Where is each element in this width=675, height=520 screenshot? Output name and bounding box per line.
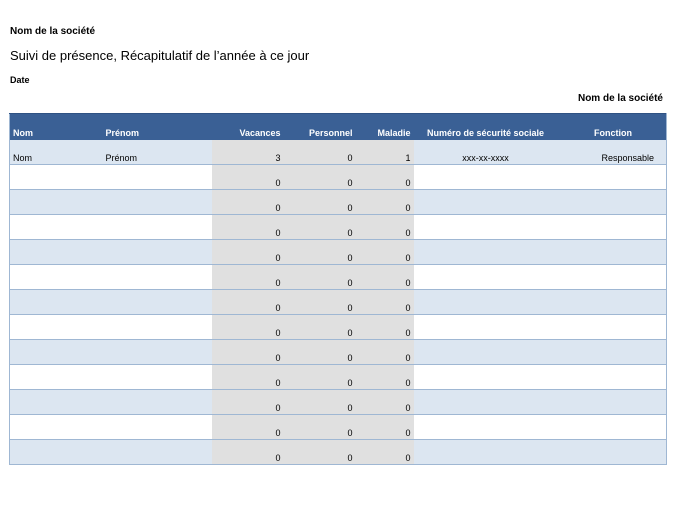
cell-numero-securite-sociale[interactable] (414, 415, 558, 440)
cell-prenom[interactable]: Prénom (106, 140, 212, 165)
cell-vacances[interactable]: 0 (212, 190, 284, 215)
cell-prenom[interactable] (106, 415, 212, 440)
table-row (10, 415, 667, 440)
cell-fonction[interactable]: Responsable (558, 140, 667, 165)
cell-prenom[interactable] (106, 165, 212, 190)
column-header-maladie[interactable]: Maladie (356, 114, 414, 141)
cell-numero-securite-sociale[interactable] (414, 365, 558, 390)
cell-prenom[interactable] (106, 240, 212, 265)
cell-fonction[interactable] (558, 215, 667, 240)
cell-prenom[interactable] (106, 390, 212, 415)
column-header-prenom[interactable]: Prénom (106, 114, 212, 141)
cell-maladie[interactable]: 0 (356, 265, 414, 290)
cell-numero-securite-sociale[interactable] (414, 165, 558, 190)
cell-numero-securite-sociale[interactable]: xxx-xx-xxxx (414, 140, 558, 165)
cell-personnel[interactable]: 0 (284, 315, 356, 340)
cell-maladie[interactable]: 0 (356, 315, 414, 340)
table-row (10, 265, 667, 290)
attendance-table (9, 113, 667, 465)
cell-nom[interactable] (10, 290, 106, 315)
cell-maladie[interactable]: 0 (356, 165, 414, 190)
cell-fonction[interactable] (558, 240, 667, 265)
cell-nom[interactable] (10, 390, 106, 415)
cell-personnel[interactable]: 0 (284, 390, 356, 415)
cell-maladie[interactable]: 0 (356, 340, 414, 365)
table-row (10, 315, 667, 340)
cell-nom[interactable] (10, 240, 106, 265)
cell-nom[interactable] (10, 315, 106, 340)
cell-numero-securite-sociale[interactable] (414, 240, 558, 265)
cell-nom[interactable] (10, 415, 106, 440)
cell-fonction[interactable] (558, 390, 667, 415)
cell-nom[interactable] (10, 365, 106, 390)
cell-vacances[interactable]: 0 (212, 165, 284, 190)
cell-personnel[interactable]: 0 (284, 415, 356, 440)
cell-vacances[interactable]: 0 (212, 340, 284, 365)
cell-prenom[interactable] (106, 440, 212, 465)
cell-vacances[interactable]: 0 (212, 390, 284, 415)
cell-fonction[interactable] (558, 265, 667, 290)
cell-numero-securite-sociale[interactable] (414, 440, 558, 465)
column-header-nom[interactable]: Nom (10, 114, 106, 141)
cell-numero-securite-sociale[interactable] (414, 215, 558, 240)
company-name-right: Nom de la société (577, 93, 663, 104)
cell-fonction[interactable] (558, 190, 667, 215)
cell-personnel[interactable]: 0 (284, 140, 356, 165)
column-header-personnel[interactable]: Personnel (284, 114, 356, 141)
cell-numero-securite-sociale[interactable] (414, 265, 558, 290)
cell-vacances[interactable]: 0 (212, 440, 284, 465)
column-header-fonction[interactable]: Fonction (558, 114, 667, 141)
cell-prenom[interactable] (106, 190, 212, 215)
cell-maladie[interactable]: 0 (356, 390, 414, 415)
cell-nom[interactable] (10, 340, 106, 365)
date-label: Date (10, 75, 30, 85)
cell-personnel[interactable]: 0 (284, 440, 356, 465)
cell-prenom[interactable] (106, 265, 212, 290)
company-name: Nom de la société (10, 26, 96, 37)
column-header-numero-securite-sociale[interactable]: Numéro de sécurité sociale (414, 114, 558, 141)
cell-numero-securite-sociale[interactable] (414, 290, 558, 315)
cell-fonction[interactable] (558, 290, 667, 315)
cell-fonction[interactable] (558, 340, 667, 365)
table-row (10, 440, 667, 465)
cell-personnel[interactable]: 0 (284, 265, 356, 290)
cell-vacances[interactable]: 0 (212, 240, 284, 265)
cell-nom[interactable]: Nom (10, 140, 106, 165)
table-row (10, 340, 667, 365)
cell-prenom[interactable] (106, 340, 212, 365)
cell-fonction[interactable] (558, 165, 667, 190)
cell-prenom[interactable] (106, 315, 212, 340)
cell-maladie[interactable]: 1 (356, 140, 414, 165)
cell-vacances[interactable]: 3 (212, 140, 284, 165)
cell-personnel[interactable]: 0 (284, 215, 356, 240)
cell-personnel[interactable]: 0 (284, 365, 356, 390)
cell-fonction[interactable] (558, 365, 667, 390)
cell-nom[interactable] (10, 440, 106, 465)
table-row (10, 240, 667, 265)
cell-fonction[interactable] (558, 415, 667, 440)
cell-maladie[interactable]: 0 (356, 415, 414, 440)
cell-vacances[interactable]: 0 (212, 315, 284, 340)
cell-nom[interactable] (10, 265, 106, 290)
table-row (10, 190, 667, 215)
cell-personnel[interactable]: 0 (284, 190, 356, 215)
cell-prenom[interactable] (106, 290, 212, 315)
cell-vacances[interactable]: 0 (212, 415, 284, 440)
column-header-vacances[interactable]: Vacances (212, 114, 284, 141)
cell-maladie[interactable]: 0 (356, 190, 414, 215)
cell-vacances[interactable]: 0 (212, 215, 284, 240)
cell-fonction[interactable] (558, 440, 667, 465)
table-row (10, 290, 667, 315)
cell-nom[interactable] (10, 165, 106, 190)
table-row (10, 365, 667, 390)
cell-nom[interactable] (10, 190, 106, 215)
cell-maladie[interactable]: 0 (356, 240, 414, 265)
cell-personnel[interactable]: 0 (284, 290, 356, 315)
cell-personnel[interactable]: 0 (284, 165, 356, 190)
cell-maladie[interactable]: 0 (356, 215, 414, 240)
cell-numero-securite-sociale[interactable] (414, 190, 558, 215)
cell-personnel[interactable]: 0 (284, 240, 356, 265)
cell-vacances[interactable]: 0 (212, 365, 284, 390)
table-header-row (10, 114, 667, 141)
table-row (10, 165, 667, 190)
cell-maladie[interactable]: 0 (356, 290, 414, 315)
cell-fonction[interactable] (558, 315, 667, 340)
cell-numero-securite-sociale[interactable] (414, 390, 558, 415)
cell-maladie[interactable]: 0 (356, 365, 414, 390)
cell-numero-securite-sociale[interactable] (414, 315, 558, 340)
cell-vacances[interactable]: 0 (212, 265, 284, 290)
table-row (10, 140, 667, 165)
table-row (10, 390, 667, 415)
cell-maladie[interactable]: 0 (356, 440, 414, 465)
page-title: Suivi de présence, Récapitulatif de l’année à ce jour (10, 48, 310, 63)
cell-numero-securite-sociale[interactable] (414, 340, 558, 365)
cell-vacances[interactable]: 0 (212, 290, 284, 315)
cell-nom[interactable] (10, 215, 106, 240)
table-row (10, 215, 667, 240)
cell-prenom[interactable] (106, 215, 212, 240)
cell-prenom[interactable] (106, 365, 212, 390)
table-body (10, 140, 667, 465)
cell-personnel[interactable]: 0 (284, 340, 356, 365)
